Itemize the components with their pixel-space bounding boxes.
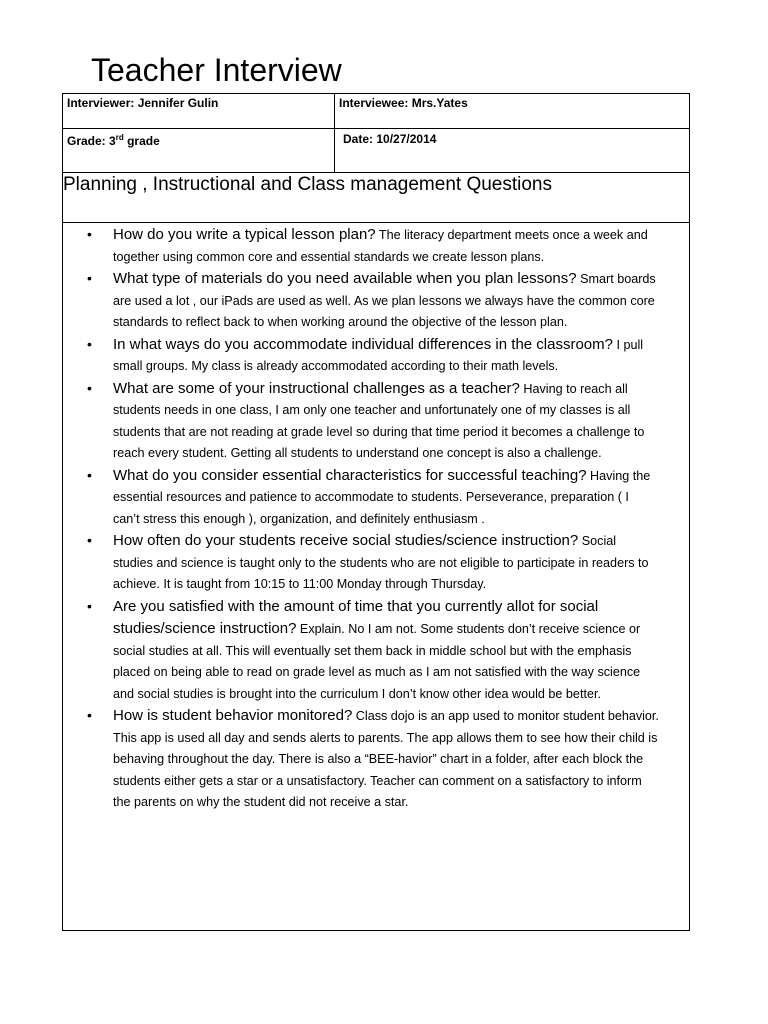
question-item-4 [87, 378, 659, 465]
bullet-icon: • [87, 270, 92, 286]
question-text: What type of materials do you need available when you plan lessons? [113, 270, 577, 287]
question-item-7 [87, 596, 659, 706]
document-title: Teacher Interview [91, 52, 342, 88]
question-text: Are you satisfied with the amount of time that you currently allot for social studies/science instruction? [113, 597, 599, 637]
question-item-1 [87, 224, 659, 268]
interviewee-value: Mrs.Yates [411, 96, 468, 110]
question-text: How often do your students receive social studies/science instruction? [113, 532, 579, 549]
section-heading: Planning , Instructional and Class management Questions [63, 173, 690, 223]
answer-text: Having to reach all students needs in one class, I am only one teacher and unfortunately one of my classes is all students that are not reading at grade level so during that time period it becomes a challenge to reach every student. Getting all students to understand one concept is also a challenge. [113, 381, 645, 460]
answer-text: Having the essential resources and patience to accommodate to students. Perseverance, preparation ( I can’t stress this enough ), organization, and definitely enthusiasm . [113, 468, 651, 526]
date-label: Date: [343, 132, 374, 146]
question-text: What are some of your instructional challenges as a teacher? [113, 379, 520, 397]
bullet-icon: • [87, 707, 92, 723]
bullet-icon: • [87, 335, 92, 352]
bullet-icon: • [87, 597, 92, 614]
question-text: How is student behavior monitored? [113, 707, 353, 724]
section-heading-row [63, 173, 690, 223]
answer-text: Social studies and science is taught only to the students who are not eligible to participate in readers to achieve. It is taught from 10:15 to 11:00 Monday through Thursday. [113, 534, 649, 591]
question-item-2 [87, 268, 659, 334]
interview-details-row [63, 129, 690, 173]
bullet-icon: • [87, 379, 92, 396]
question-item-6 [87, 530, 659, 596]
question-text: What do you consider essential characteristics for successful teaching? [113, 466, 587, 484]
interview-participants-row [63, 94, 690, 129]
question-item-3 [87, 334, 659, 378]
interviewee-label: Interviewee: [339, 96, 409, 110]
grade-label: Grade: [67, 134, 106, 148]
date-cell [335, 129, 690, 173]
interviewer-label: Interviewer: [67, 96, 135, 110]
answer-text: Explain. No I am not. Some students don’t receive science or social studies at all. This will eventually set them back in middle school but with the emphasis placed on being able to read on grade level as much as I am not satisfied with the way science and social studies is brought into the curriculum I don’t know other idea would be better. [113, 622, 641, 701]
interviewer-cell [63, 94, 335, 129]
question-list [63, 224, 689, 814]
question-text: In what ways do you accommodate individual differences in the classroom? [113, 335, 613, 353]
grade-superscript: rd [115, 133, 124, 142]
answer-text: The literacy department meets once a week and together using common core and essential standards we create lesson plans. [113, 228, 648, 264]
question-item-8 [87, 705, 659, 814]
question-text: How do you write a typical lesson plan? [113, 226, 376, 243]
date-value: 10/27/2014 [376, 132, 437, 146]
answer-text: Class dojo is an app used to monitor student behavior. This app is used all day and sends alerts to parents. The app allows them to see how their child is behaving throughout the day. There is also a “BEE-havior” chart in a folder, after each block the students either gets a star or a unsatisfactory. Teacher can comment on a satisfactory to inform the parents on why the student did not receive a star. [113, 709, 659, 809]
bullet-icon: • [87, 226, 92, 242]
questions-cell [63, 223, 690, 931]
questions-row [63, 223, 690, 931]
interviewer-value: Jennifer Gulin [137, 96, 219, 110]
answer-text: Smart boards are used a lot , our iPads are used as well. As we plan lessons we always have the common core standards to reflect back to when working around the objective of the lesson plan. [113, 272, 656, 329]
interviewee-cell [335, 94, 690, 129]
grade-number: 3 [109, 134, 116, 148]
bullet-icon: • [87, 532, 92, 548]
answer-text: I pull small groups. My class is already accommodated according to their math levels. [113, 337, 644, 373]
interview-table [62, 93, 690, 931]
grade-cell [63, 129, 335, 173]
grade-suffix: grade [127, 134, 160, 148]
bullet-icon: • [87, 466, 92, 483]
question-item-5 [87, 465, 659, 531]
